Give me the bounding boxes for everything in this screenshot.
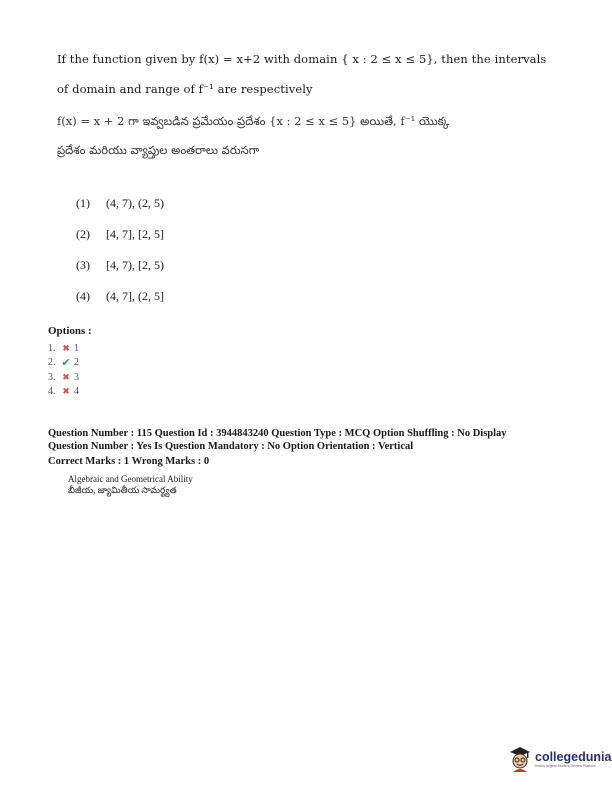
answer-item (48, 385, 79, 400)
logo-text (535, 750, 611, 768)
answer-number: 4. (48, 386, 56, 398)
cross-icon: ✖ (62, 386, 70, 397)
subject-english: Algebraic and Geometrical Ability (68, 474, 193, 484)
choice-list (76, 196, 164, 320)
choice-text: [4, 7], [2, 5] (106, 227, 164, 241)
answer-list (48, 341, 79, 399)
cross-icon: ✖ (62, 342, 70, 353)
answer-item (48, 356, 79, 371)
choice-number: (3) (76, 258, 90, 272)
answer-number: 3. (48, 371, 56, 383)
choice-item (76, 258, 164, 289)
choice-text: (4, 7], (2, 5] (106, 289, 164, 303)
answer-number: 1. (48, 342, 56, 354)
answer-value: 4 (74, 386, 79, 398)
choice-item (76, 289, 164, 320)
question-english-line2: of domain and range of f⁻¹ are respectively (57, 82, 313, 96)
answer-item (48, 341, 79, 356)
choice-item (76, 196, 164, 227)
logo-name: collegedunia (535, 750, 612, 764)
answer-value: 2 (74, 357, 79, 369)
graduate-mascot-icon (508, 745, 532, 773)
logo-tagline: India's largest Student Review Platform (535, 764, 596, 768)
meta-line3: Correct Marks : 1 Wrong Marks : 0 (48, 456, 210, 467)
question-telugu-line2: ప్రదేశం మరియు వ్యాప్తుల అంతరాలు వరుసగా (57, 143, 260, 157)
answer-item (48, 370, 79, 385)
answer-number: 2. (48, 357, 56, 369)
subject-label (68, 474, 193, 496)
options-heading: Options : (48, 325, 92, 337)
meta-line2: Question Number : Yes Is Question Mandatory : No Option Orientation : Vertical (48, 441, 414, 452)
choice-number: (4) (76, 289, 90, 303)
subject-telugu: బీజీయ, జ్యామితీయ సామర్థ్యత (68, 485, 177, 495)
question-english-line1: If the function given by f(x) = x+2 with domain { x : 2 ≤ x ≤ 5}, then the intervals (57, 52, 547, 66)
choice-text: [4, 7), [2, 5) (106, 258, 164, 272)
answer-value: 1 (74, 342, 79, 354)
choice-text: (4, 7), (2, 5) (106, 196, 164, 210)
choice-number: (2) (76, 227, 90, 241)
answer-value: 3 (74, 371, 79, 383)
collegedunia-logo (508, 745, 611, 773)
meta-line1: Question Number : 115 Question Id : 3944843240 Question Type : MCQ Option Shuffling : No Display (48, 428, 507, 439)
question-telugu-line1: f(x) = x + 2 గా ఇవ్వబడిన ప్రమేయం ప్రదేశం {x : 2 ≤ x ≤ 5} అయితే, f⁻¹ యొక్క (57, 114, 450, 128)
cross-icon: ✖ (62, 371, 70, 382)
choice-item (76, 227, 164, 258)
check-icon: ✔ (61, 357, 71, 370)
choice-number: (1) (76, 196, 90, 210)
